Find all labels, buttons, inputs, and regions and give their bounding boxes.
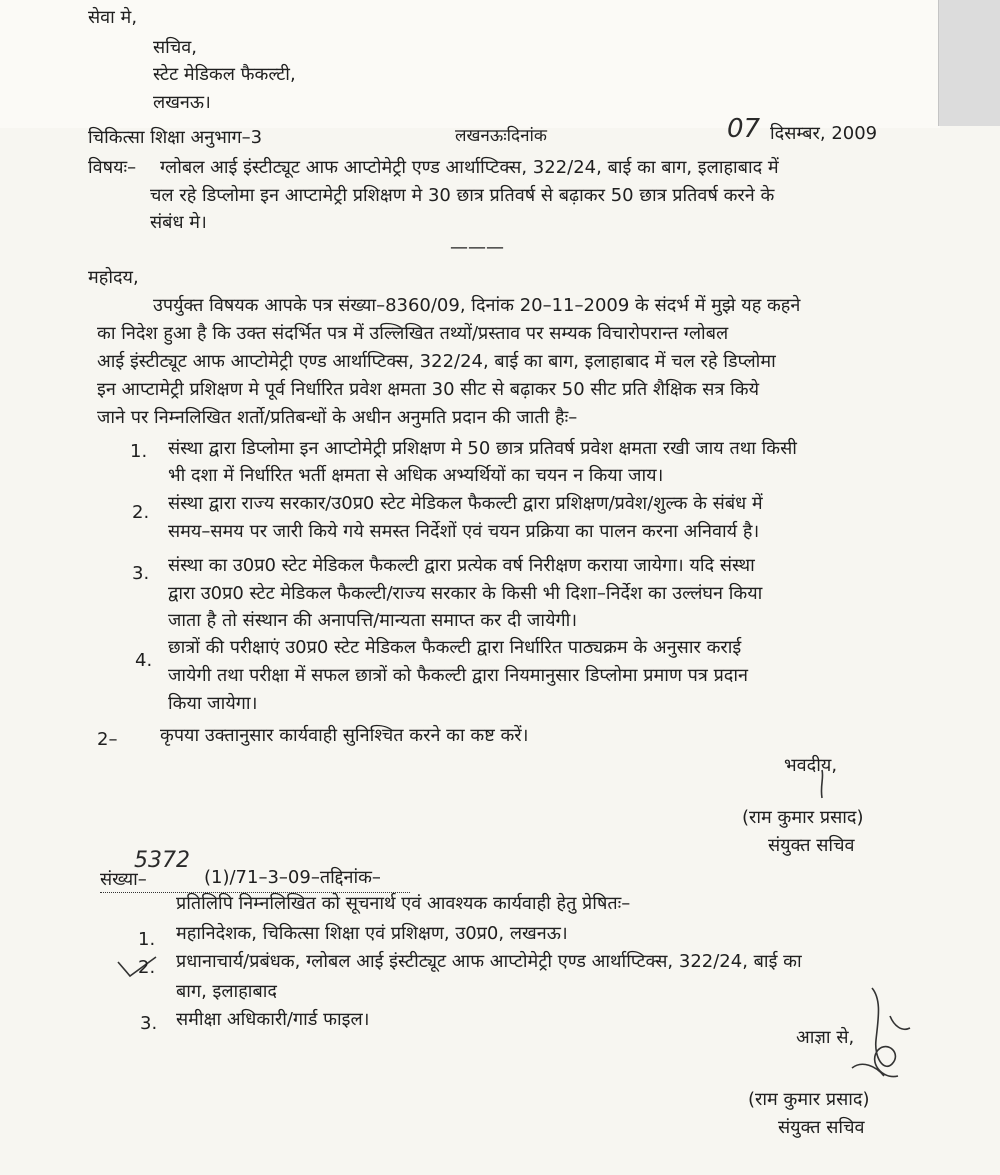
subject-line-2: चल रहे डिप्लोमा इन आप्टामेट्री प्रशिक्षण मे 30 छात्र प्रतिवर्ष से बढ़ाकर 50 छात्र प्रतिवर्ष करने के [150,185,775,206]
subject-label: विषयः– [88,157,137,178]
condition-4-line-2: जायेगी तथा परीक्षा में सफल छात्रों को फैकल्टी द्वारा नियमानुसार डिप्लोमा प्रमाण पत्र प्रदान [168,665,749,686]
condition-4-line-3: किया जायेगा। [168,693,258,714]
condition-1-line-1: संस्था द्वारा डिप्लोमा इन आप्टोमेट्री प्रशिक्षण मे 50 छात्र प्रतिवर्ष प्रवेश क्षमता रखी जाय तथा किसी [168,438,797,459]
top-strip [0,0,940,128]
body-line-4: इन आप्टामेट्री प्रशिक्षण मे पूर्व निर्धारित प्रवेश क्षमता 30 सीट से बढ़ाकर 50 सीट प्रति शैक्षिक सत्र किये [97,379,760,400]
signatory-designation-1: संयुक्त सचिव [768,835,855,856]
body-line-3: आई इंस्टीट्यूट आफ आप्टोमेट्री एण्ड आर्थाप्टिक्स, 322/24, बाई का बाग, इलाहाबाद में चल रहे डिप्लोमा [97,351,776,372]
handwritten-number: 5372 [134,848,190,873]
subject-line-3: संबंध मे। [150,212,207,233]
subject-line-1: ग्लोबल आई इंस्टीट्यूट आफ आप्टोमेट्री एण्ड आर्थाप्टिक्स, 322/24, बाई का बाग, इलाहाबाद में [160,157,779,178]
condition-2-line-2: समय–समय पर जारी किये गये समस्त निर्देशों एवं चयन प्रक्रिया का पालन करना अनिवार्य है। [168,521,760,542]
copy-ref: (1)/71–3–09–तद्दिनांक– [204,867,381,888]
separator: ——— [450,237,504,258]
signatory-name-2: (राम कुमार प्रसाद) [748,1089,870,1110]
condition-2-num: 2. [132,502,150,523]
copy-item-1-line-1: महानिदेशक, चिकित्सा शिक्षा एवं प्रशिक्षण, उ0प्र0, लखनऊ। [176,923,568,944]
body-line-1: उपर्युक्त विषयक आपके पत्र संख्या–8360/09, दिनांक 20–11–2009 के संदर्भ में मुझे यह कहने [153,295,801,316]
condition-1-num: 1. [130,441,148,462]
copy-item-2-line-2: बाग, इलाहाबाद [176,981,277,1002]
closing: भवदीय, [784,755,838,776]
body-line-2: का निदेश हुआ है कि उक्त संदर्भित पत्र में उल्लिखित तथ्यों/प्रस्ताव पर सम्यक विचारोपरान्त ग्लोबल [97,323,729,344]
salutation: महोदय, [88,267,139,288]
section-name: चिकित्सा शिक्षा अनुभाग–3 [88,127,263,148]
copy-item-3-num: 3. [140,1013,158,1034]
point-2-num: 2– [97,729,118,750]
copy-label: संख्या– [100,869,147,890]
signature-mark [812,768,832,802]
place-date-label: लखनऊःदिनांक [455,126,547,146]
address-line-2: स्टेट मेडिकल फैकल्टी, [153,64,296,85]
month-year: दिसम्बर, 2009 [770,123,878,144]
copy-item-1-num: 1. [138,929,156,950]
copy-item-2-line-1: प्रधानाचार्य/प्रबंधक, ग्लोबल आई इंस्टीट्यूट आफ आप्टोमेट्री एण्ड आर्थाप्टिक्स, 322/24, बाई का [176,951,802,972]
signatory-name-1: (राम कुमार प्रसाद) [742,807,864,828]
signature [832,980,922,1100]
copy-item-2-num: 2. [138,957,156,978]
address-to: सेवा मे, [88,7,138,28]
address-line-3: लखनऊ। [153,92,211,113]
scan-edge [938,0,1000,126]
copy-intro: प्रतिलिपि निम्नलिखित को सूचनार्थ एवं आवश्यक कार्यवाही हेतु प्रेषितः– [176,893,631,914]
condition-3-line-2: द्वारा उ0प्र0 स्टेट मेडिकल फैकल्टी/राज्य सरकार के किसी भी दिशा–निर्देश का उल्लंघन किया [168,583,763,604]
signatory-designation-2: संयुक्त सचिव [778,1117,865,1138]
order-text: आज्ञा से, [796,1027,855,1048]
body-line-5: जाने पर निम्नलिखित शर्तो/प्रतिबन्धों के अधीन अनुमति प्रदान की जाती हैः– [97,407,578,428]
address-line-1: सचिव, [153,37,197,58]
condition-2-line-1: संस्था द्वारा राज्य सरकार/उ0प्र0 स्टेट मेडिकल फैकल्टी द्वारा प्रशिक्षण/प्रवेश/शुल्क के संबंध में [168,493,763,514]
condition-4-num: 4. [135,650,153,671]
condition-1-line-2: भी दशा में निर्धारित भर्ती क्षमता से अधिक अभ्यर्थियों का चयन न किया जाय। [168,465,664,486]
copy-item-3-line-1: समीक्षा अधिकारी/गार्ड फाइल। [176,1009,370,1030]
condition-3-line-1: संस्था का उ0प्र0 स्टेट मेडिकल फैकल्टी द्वारा प्रत्येक वर्ष निरीक्षण कराया जायेगा। यदि संस्था [168,555,755,576]
condition-3-num: 3. [132,563,150,584]
condition-4-line-1: छात्रों की परीक्षाएं उ0प्र0 स्टेट मेडिकल फैकल्टी द्वारा निर्धारित पाठ्यक्रम के अनुसार कराई [168,637,742,658]
handwritten-day: 07 [727,114,761,144]
point-2-text: कृपया उक्तानुसार कार्यवाही सुनिश्चित करने का कष्ट करें। [160,725,529,746]
condition-3-line-3: जाता है तो संस्थान की अनापत्ति/मान्यता समाप्त कर दी जायेगी। [168,610,578,631]
